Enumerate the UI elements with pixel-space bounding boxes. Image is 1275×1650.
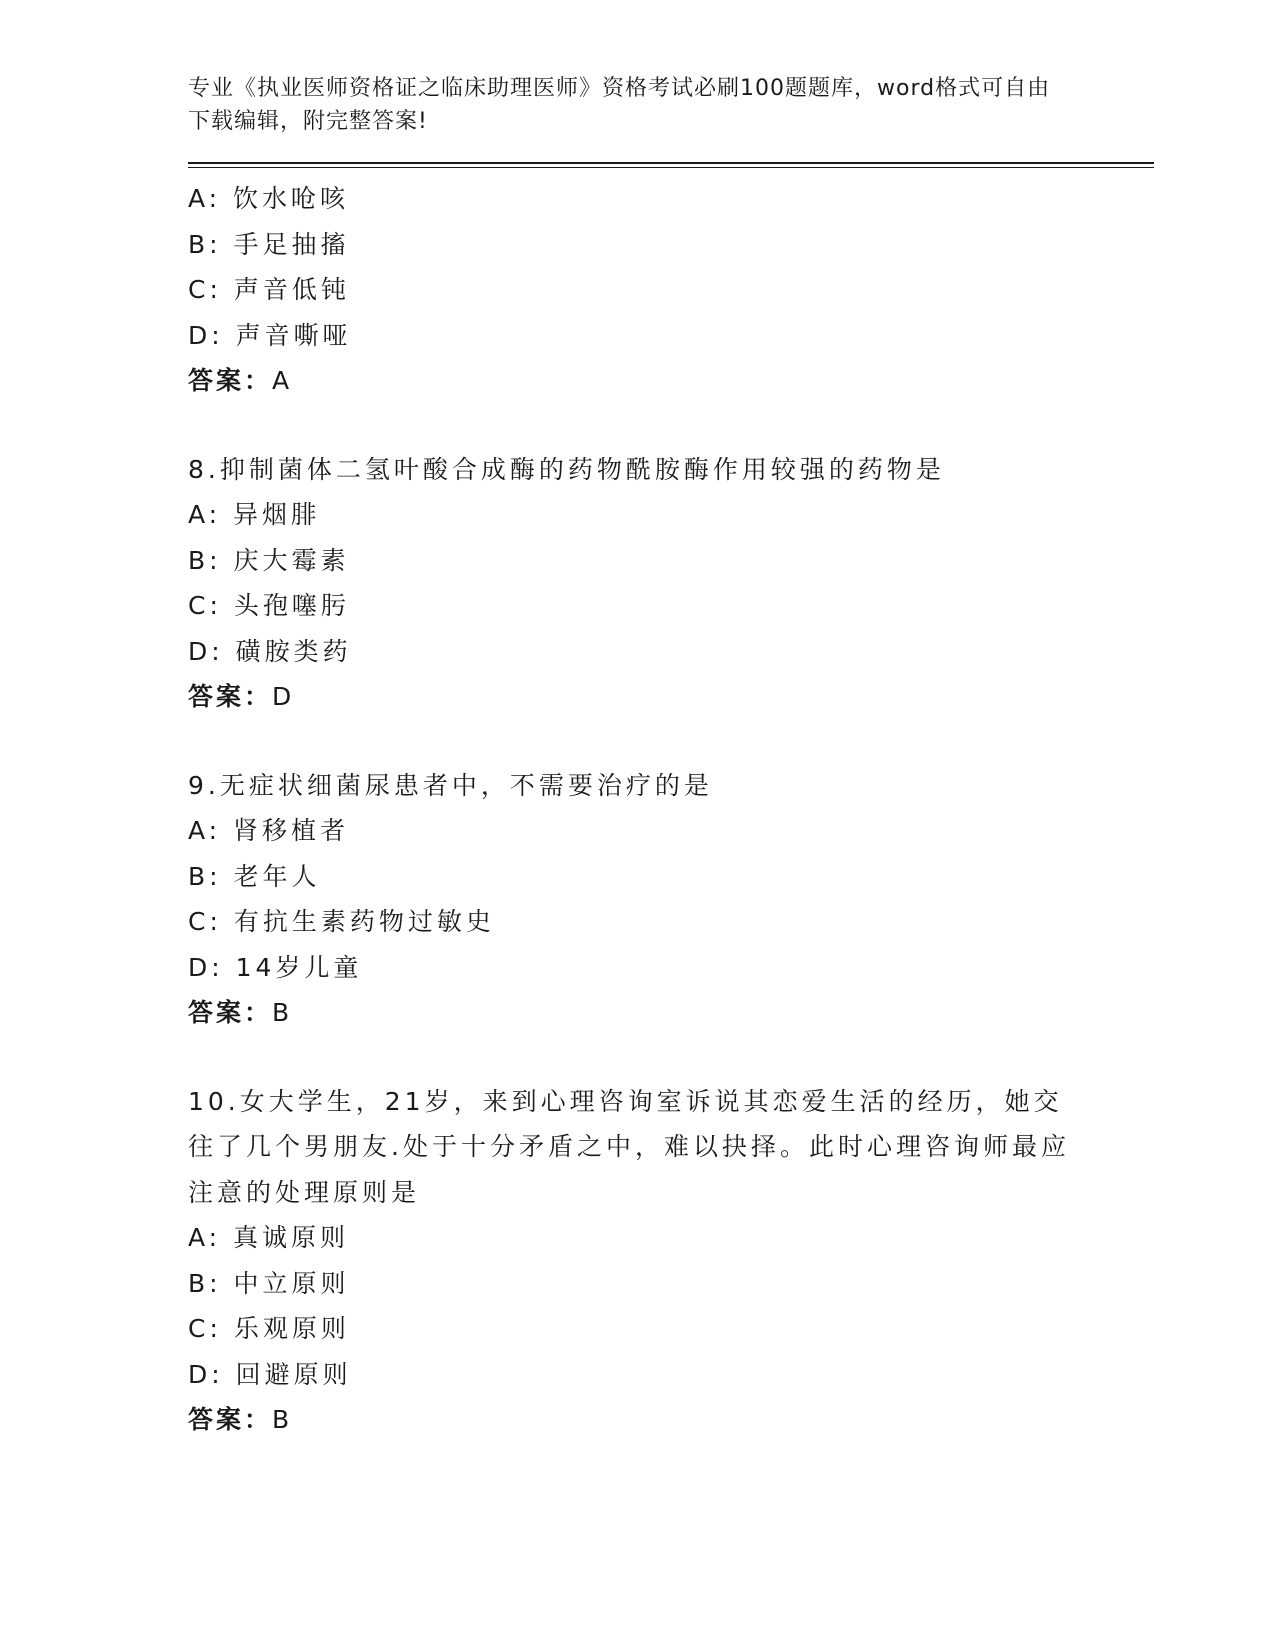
option-b: B: 庆大霉素 [188, 545, 350, 575]
answer-value: B [272, 1405, 291, 1434]
option-a: A: 异烟腓 [188, 500, 321, 529]
option-c: C: 头孢噻肟 [188, 591, 350, 620]
question-stem: 8.抑制菌体二氢叶酸合成酶的药物酰胺酶作用较强的药物是 [188, 454, 945, 484]
option-a: A: 真诚原则 [188, 1223, 350, 1252]
option-d: D: 声音嘶哑 [188, 320, 352, 350]
question-stem: 10.女大学生，21岁，来到心理咨询室诉说其恋爱生活的经历，她交往了几个男朋友.处于十分矛盾之中，难以抉择。此时心理咨询师最应注意的处理原则是 [188, 1086, 1070, 1207]
document-page [188, 72, 1148, 1443]
option-d: D: 磺胺类药 [188, 636, 352, 666]
answer-label: 答案： [188, 682, 273, 711]
option-c: C: 乐观原则 [188, 1314, 350, 1343]
question-stem: 9.无症状细菌尿患者中，不需要治疗的是 [188, 770, 713, 800]
option-a: A: 饮水呛咳 [188, 184, 350, 213]
option-b: B: 手足抽搐 [188, 229, 350, 259]
question-7 [188, 176, 1148, 404]
option-d: D: 14岁儿童 [188, 952, 363, 982]
answer-value: B [272, 998, 291, 1027]
answer-line [188, 1397, 1148, 1443]
answer-value: D [272, 682, 293, 711]
answer-line [188, 358, 1148, 404]
answer-label: 答案： [188, 998, 273, 1027]
header-rule [188, 162, 1154, 168]
option-a: A: 肾移植者 [188, 816, 350, 845]
option-b: B: 中立原则 [188, 1268, 350, 1298]
answer-line [188, 990, 1148, 1036]
answer-line [188, 674, 1148, 720]
question-8 [188, 447, 1148, 720]
question-list [188, 176, 1148, 1443]
question-9 [188, 763, 1148, 1036]
option-d: D: 回避原则 [188, 1359, 352, 1389]
answer-value: A [272, 366, 291, 395]
option-c: C: 声音低钝 [188, 275, 350, 304]
document-header: 专业《执业医师资格证之临床助理医师》资格考试必刷100题题库，word格式可自由下载编辑，附完整答案! [188, 76, 1051, 134]
answer-label: 答案： [188, 1405, 273, 1434]
option-c: C: 有抗生素药物过敏史 [188, 907, 495, 936]
option-b: B: 老年人 [188, 861, 321, 891]
question-10 [188, 1079, 1148, 1443]
answer-label: 答案： [188, 366, 273, 395]
